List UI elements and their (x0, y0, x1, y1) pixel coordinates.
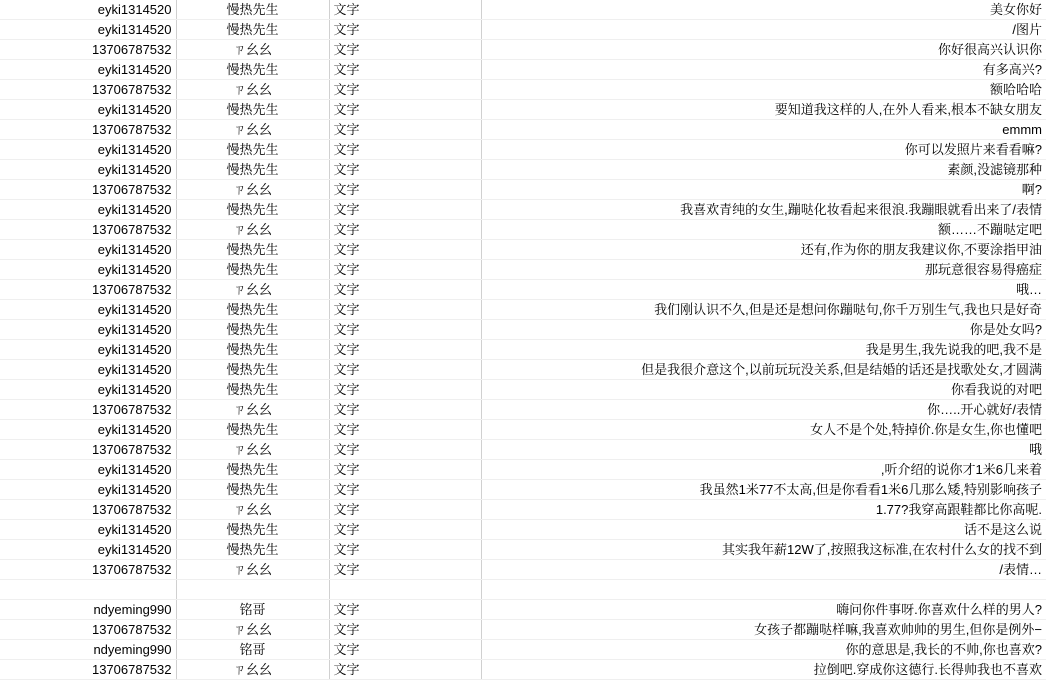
cell-account-id[interactable]: 13706787532 (0, 40, 176, 60)
cell-account-id[interactable]: ndyeming990 (0, 600, 176, 620)
cell-account-id[interactable]: ndyeming990 (0, 640, 176, 660)
table-row[interactable] (0, 20, 1046, 40)
cell-message-content[interactable]: 你好很高兴认识你 (481, 40, 1046, 60)
cell-message-type[interactable]: 文字 (329, 460, 481, 480)
table-row[interactable] (0, 580, 1046, 600)
cell-message-content[interactable]: 女人不是个处,特掉价.你是女生,你也懂吧 (481, 420, 1046, 440)
cell-message-type[interactable]: 文字 (329, 200, 481, 220)
table-row[interactable] (0, 620, 1046, 640)
cell-display-name[interactable]: 慢热先生 (176, 320, 329, 340)
table-row[interactable] (0, 440, 1046, 460)
cell-display-name[interactable]: ㄗ幺幺 (176, 40, 329, 60)
table-row[interactable] (0, 500, 1046, 520)
cell-account-id[interactable]: eyki1314520 (0, 340, 176, 360)
cell-message-type[interactable]: 文字 (329, 140, 481, 160)
cell-display-name[interactable]: 铭哥 (176, 600, 329, 620)
table-row[interactable] (0, 220, 1046, 240)
cell-display-name[interactable]: 慢热先生 (176, 340, 329, 360)
cell-account-id[interactable]: eyki1314520 (0, 60, 176, 80)
table-row[interactable] (0, 60, 1046, 80)
cell-message-content[interactable]: 我虽然1米77不太高,但是你看看1米6几那么矮,特别影响孩子 (481, 480, 1046, 500)
table-row[interactable] (0, 120, 1046, 140)
table-row[interactable] (0, 160, 1046, 180)
table-row[interactable] (0, 560, 1046, 580)
table-row[interactable] (0, 660, 1046, 680)
cell-account-id[interactable]: 13706787532 (0, 220, 176, 240)
cell-message-type[interactable]: 文字 (329, 40, 481, 60)
cell-account-id[interactable]: eyki1314520 (0, 360, 176, 380)
cell-message-content[interactable]: 额……不蹦哒定吧 (481, 220, 1046, 240)
cell-display-name[interactable]: ㄗ幺幺 (176, 440, 329, 460)
cell-account-id[interactable]: eyki1314520 (0, 520, 176, 540)
cell-message-content[interactable]: 但是我很介意这个,以前玩玩没关系,但是结婚的话还是找歌处女,才圆满 (481, 360, 1046, 380)
table-row[interactable] (0, 480, 1046, 500)
cell-account-id[interactable]: eyki1314520 (0, 140, 176, 160)
cell-message-content[interactable]: 哦… (481, 280, 1046, 300)
cell-message-content[interactable]: 哦 (481, 440, 1046, 460)
table-row[interactable] (0, 340, 1046, 360)
table-row[interactable] (0, 400, 1046, 420)
cell-message-type[interactable]: 文字 (329, 400, 481, 420)
cell-message-content[interactable]: 我们刚认识不久,但是还是想问你蹦哒句,你千万别生气,我也只是好奇 (481, 300, 1046, 320)
cell-display-name[interactable]: 慢热先生 (176, 140, 329, 160)
cell-message-content[interactable]: 你的意思是,我长的不帅,你也喜欢? (481, 640, 1046, 660)
cell-display-name[interactable]: 慢热先生 (176, 100, 329, 120)
cell-account-id[interactable] (0, 580, 176, 600)
table-row[interactable] (0, 140, 1046, 160)
cell-message-content[interactable]: 你可以发照片来看看嘛? (481, 140, 1046, 160)
cell-message-type[interactable]: 文字 (329, 380, 481, 400)
table-row[interactable] (0, 320, 1046, 340)
cell-display-name[interactable]: 慢热先生 (176, 540, 329, 560)
cell-display-name[interactable]: 慢热先生 (176, 460, 329, 480)
cell-account-id[interactable]: eyki1314520 (0, 300, 176, 320)
cell-display-name[interactable]: ㄗ幺幺 (176, 280, 329, 300)
cell-message-type[interactable]: 文字 (329, 660, 481, 680)
cell-message-type[interactable]: 文字 (329, 340, 481, 360)
cell-display-name[interactable]: 慢热先生 (176, 60, 329, 80)
table-row[interactable] (0, 640, 1046, 660)
cell-display-name[interactable]: 慢热先生 (176, 520, 329, 540)
cell-message-content[interactable]: 有多高兴? (481, 60, 1046, 80)
cell-account-id[interactable]: eyki1314520 (0, 100, 176, 120)
table-row[interactable] (0, 260, 1046, 280)
table-row[interactable] (0, 380, 1046, 400)
cell-account-id[interactable]: eyki1314520 (0, 240, 176, 260)
cell-account-id[interactable]: eyki1314520 (0, 260, 176, 280)
cell-message-type[interactable]: 文字 (329, 480, 481, 500)
cell-message-content[interactable]: 还有,作为你的朋友我建议你,不要涂指甲油 (481, 240, 1046, 260)
cell-message-type[interactable]: 文字 (329, 600, 481, 620)
cell-account-id[interactable]: 13706787532 (0, 80, 176, 100)
cell-message-type[interactable]: 文字 (329, 60, 481, 80)
table-row[interactable] (0, 80, 1046, 100)
cell-display-name[interactable]: ㄗ幺幺 (176, 500, 329, 520)
cell-message-content[interactable]: 额哈哈哈 (481, 80, 1046, 100)
cell-message-type[interactable]: 文字 (329, 120, 481, 140)
cell-display-name[interactable]: 慢热先生 (176, 380, 329, 400)
cell-account-id[interactable]: 13706787532 (0, 660, 176, 680)
cell-message-type[interactable]: 文字 (329, 280, 481, 300)
cell-display-name[interactable]: ㄗ幺幺 (176, 180, 329, 200)
cell-message-content[interactable]: 你…..开心就好/表情 (481, 400, 1046, 420)
table-row[interactable] (0, 420, 1046, 440)
cell-message-content[interactable]: 素颜,没滤镜那种 (481, 160, 1046, 180)
cell-message-content[interactable]: 嗨问你件事呀.你喜欢什么样的男人? (481, 600, 1046, 620)
cell-message-content[interactable]: 我喜欢青纯的女生,蹦哒化妆看起来很浪.我蹦眼就看出来了/表情 (481, 200, 1046, 220)
cell-message-content[interactable]: ,听介绍的说你才1米6几来着 (481, 460, 1046, 480)
cell-display-name[interactable]: ㄗ幺幺 (176, 400, 329, 420)
table-row[interactable] (0, 360, 1046, 380)
cell-message-content[interactable]: 其实我年薪12W了,按照我这标准,在农村什么女的找不到 (481, 540, 1046, 560)
cell-display-name[interactable]: 慢热先生 (176, 480, 329, 500)
cell-message-type[interactable]: 文字 (329, 500, 481, 520)
cell-message-content[interactable]: 你是处女吗? (481, 320, 1046, 340)
cell-message-content[interactable]: emmm (481, 120, 1046, 140)
table-row[interactable] (0, 600, 1046, 620)
cell-account-id[interactable]: eyki1314520 (0, 540, 176, 560)
cell-account-id[interactable]: eyki1314520 (0, 160, 176, 180)
cell-account-id[interactable]: 13706787532 (0, 280, 176, 300)
cell-display-name[interactable]: 慢热先生 (176, 360, 329, 380)
cell-message-content[interactable]: 我是男生,我先说我的吧,我不是 (481, 340, 1046, 360)
cell-account-id[interactable]: 13706787532 (0, 500, 176, 520)
cell-message-type[interactable]: 文字 (329, 560, 481, 580)
cell-message-type[interactable]: 文字 (329, 0, 481, 20)
table-row[interactable] (0, 520, 1046, 540)
table-row[interactable] (0, 540, 1046, 560)
cell-message-type[interactable]: 文字 (329, 80, 481, 100)
cell-display-name[interactable]: 慢热先生 (176, 260, 329, 280)
cell-message-type[interactable]: 文字 (329, 240, 481, 260)
cell-account-id[interactable]: eyki1314520 (0, 320, 176, 340)
cell-message-type[interactable]: 文字 (329, 540, 481, 560)
cell-message-type[interactable] (329, 580, 481, 600)
cell-message-content[interactable] (481, 580, 1046, 600)
cell-message-type[interactable]: 文字 (329, 640, 481, 660)
cell-message-content[interactable]: 拉倒吧.穿成你这德行.长得帅我也不喜欢 (481, 660, 1046, 680)
cell-message-content[interactable]: 美女你好 (481, 0, 1046, 20)
cell-account-id[interactable]: eyki1314520 (0, 380, 176, 400)
cell-account-id[interactable]: eyki1314520 (0, 460, 176, 480)
cell-display-name[interactable]: 铭哥 (176, 640, 329, 660)
cell-message-content[interactable]: 那玩意很容易得癌症 (481, 260, 1046, 280)
table-row[interactable] (0, 280, 1046, 300)
cell-display-name[interactable]: 慢热先生 (176, 420, 329, 440)
cell-message-type[interactable]: 文字 (329, 220, 481, 240)
cell-account-id[interactable]: eyki1314520 (0, 20, 176, 40)
cell-display-name[interactable]: 慢热先生 (176, 300, 329, 320)
cell-message-type[interactable]: 文字 (329, 620, 481, 640)
cell-message-type[interactable]: 文字 (329, 180, 481, 200)
cell-message-type[interactable]: 文字 (329, 440, 481, 460)
table-row[interactable] (0, 40, 1046, 60)
cell-display-name[interactable] (176, 580, 329, 600)
cell-account-id[interactable]: 13706787532 (0, 180, 176, 200)
cell-message-content[interactable]: 话不是这么说 (481, 520, 1046, 540)
cell-message-content[interactable]: 要知道我这样的人,在外人看来,根本不缺女朋友 (481, 100, 1046, 120)
cell-message-type[interactable]: 文字 (329, 160, 481, 180)
cell-message-type[interactable]: 文字 (329, 520, 481, 540)
cell-message-type[interactable]: 文字 (329, 20, 481, 40)
cell-display-name[interactable]: ㄗ幺幺 (176, 560, 329, 580)
cell-account-id[interactable]: 13706787532 (0, 620, 176, 640)
cell-message-type[interactable]: 文字 (329, 420, 481, 440)
cell-account-id[interactable]: 13706787532 (0, 560, 176, 580)
table-row[interactable] (0, 460, 1046, 480)
cell-display-name[interactable]: 慢热先生 (176, 160, 329, 180)
cell-account-id[interactable]: 13706787532 (0, 440, 176, 460)
cell-message-type[interactable]: 文字 (329, 360, 481, 380)
cell-display-name[interactable]: 慢热先生 (176, 240, 329, 260)
cell-message-content[interactable]: 女孩子都蹦哒样嘛,我喜欢帅帅的男生,但你是例外− (481, 620, 1046, 640)
cell-display-name[interactable]: ㄗ幺幺 (176, 120, 329, 140)
table-row[interactable] (0, 300, 1046, 320)
table-row[interactable] (0, 200, 1046, 220)
table-row[interactable] (0, 0, 1046, 20)
cell-display-name[interactable]: ㄗ幺幺 (176, 220, 329, 240)
cell-account-id[interactable]: 13706787532 (0, 120, 176, 140)
cell-display-name[interactable]: 慢热先生 (176, 200, 329, 220)
cell-message-content[interactable]: /图片 (481, 20, 1046, 40)
cell-account-id[interactable]: eyki1314520 (0, 0, 176, 20)
table-row[interactable] (0, 180, 1046, 200)
cell-account-id[interactable]: eyki1314520 (0, 200, 176, 220)
cell-message-type[interactable]: 文字 (329, 300, 481, 320)
cell-message-type[interactable]: 文字 (329, 320, 481, 340)
table-row[interactable] (0, 100, 1046, 120)
cell-message-content[interactable]: /表情… (481, 560, 1046, 580)
cell-account-id[interactable]: eyki1314520 (0, 420, 176, 440)
cell-display-name[interactable]: 慢热先生 (176, 0, 329, 20)
cell-display-name[interactable]: ㄗ幺幺 (176, 80, 329, 100)
cell-account-id[interactable]: eyki1314520 (0, 480, 176, 500)
cell-display-name[interactable]: 慢热先生 (176, 20, 329, 40)
cell-message-content[interactable]: 你看我说的对吧 (481, 380, 1046, 400)
cell-message-content[interactable]: 1.77?我穿高跟鞋都比你高呢. (481, 500, 1046, 520)
cell-message-content[interactable]: 啊? (481, 180, 1046, 200)
cell-message-type[interactable]: 文字 (329, 100, 481, 120)
cell-account-id[interactable]: 13706787532 (0, 400, 176, 420)
cell-message-type[interactable]: 文字 (329, 260, 481, 280)
cell-display-name[interactable]: ㄗ幺幺 (176, 620, 329, 640)
cell-display-name[interactable]: ㄗ幺幺 (176, 660, 329, 680)
table-row[interactable] (0, 240, 1046, 260)
